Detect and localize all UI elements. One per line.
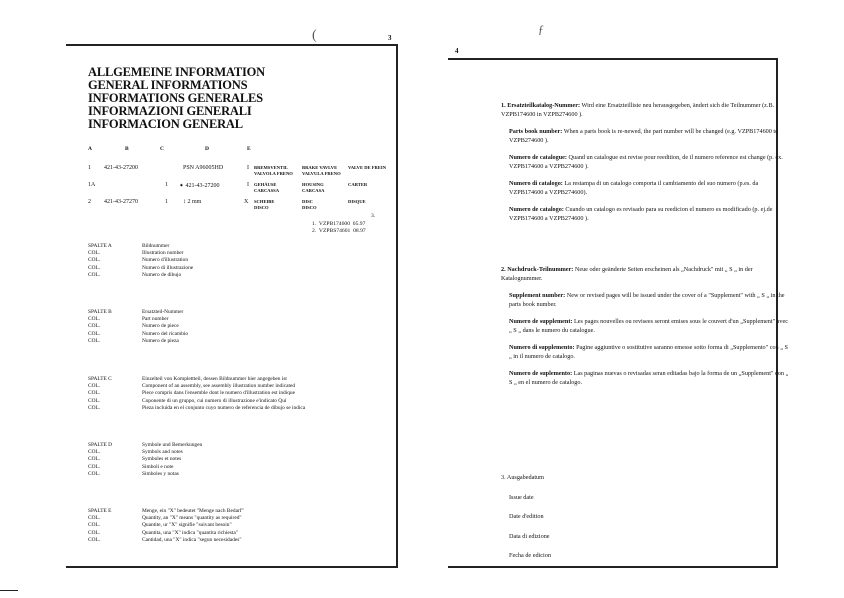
legend-row xyxy=(88,243,193,250)
cell: 1 xyxy=(88,165,91,171)
section-2 xyxy=(501,266,791,396)
legend-row xyxy=(88,405,305,412)
legend-row xyxy=(88,456,202,463)
paragraph xyxy=(509,154,791,171)
column-legend xyxy=(88,243,193,279)
legend-value: Symbole und Bemerkungen xyxy=(142,442,203,448)
legend-value: Cantidad, una "X" indica "segun necesidades" xyxy=(142,536,242,543)
legend-value: Numero de dibujo xyxy=(142,271,182,278)
legend-value: Quantity, an "X" means "quantity as required" xyxy=(142,515,242,522)
left-page-top-border xyxy=(66,44,398,46)
paragraph-heading: Numero de supplement: xyxy=(509,318,573,325)
left-page-bottom-border xyxy=(66,566,398,568)
paragraph-text: New or revised pages will be issued under the cover of a "Supplement" with „ S „ in the parts book number. xyxy=(509,292,785,308)
legend-row xyxy=(88,390,305,397)
paragraph xyxy=(509,206,791,223)
header-c: C xyxy=(160,146,164,152)
legend-value: Simboles y notas xyxy=(142,470,179,477)
legend-value: Component of an assembly, see assembly illustration number indicated xyxy=(142,383,296,390)
rev-date: 08.97 xyxy=(353,228,366,234)
legend-key: COL. xyxy=(88,383,101,390)
cell: 2 xyxy=(88,199,91,205)
paragraph-text: When a parts book is re-newed, the part number will be changed (e.g. VZPB174600 to VZPB274600 ). xyxy=(509,128,779,144)
cell: DISC DISCO xyxy=(302,199,317,210)
legend-row xyxy=(88,323,188,330)
cell: HOUSING CARCASA xyxy=(302,182,325,193)
legend-value: Coponente di un gruppo, cui numero di illustrazione e'indicato Qui xyxy=(142,397,287,404)
paragraph-heading: Numero de catalogo: xyxy=(509,206,564,213)
paragraph-text: Date d'edition xyxy=(509,513,544,520)
legend-row xyxy=(88,522,244,529)
cell: SCHEIBE DISCO xyxy=(254,199,275,210)
paragraph-text: 3. Ausgabedatum xyxy=(501,474,544,481)
left-page-titles xyxy=(88,66,265,131)
paragraph xyxy=(509,494,791,503)
column-legend xyxy=(88,376,305,412)
legend-row xyxy=(88,398,305,405)
cell: 1A xyxy=(88,182,96,188)
column-legend xyxy=(88,442,202,478)
rev-date: 05.97 xyxy=(352,220,366,227)
paragraph xyxy=(509,533,791,542)
cell: I xyxy=(247,182,249,188)
paragraph xyxy=(509,370,791,387)
legend-row xyxy=(88,309,188,316)
paragraph-text: Neue oder geänderte Seiten erscheinen als „Nachdruck" mit „ S „ in der Katalognummer. xyxy=(501,266,753,282)
legend-row xyxy=(88,471,202,478)
paragraph xyxy=(501,266,791,283)
legend-key: COL. xyxy=(88,470,101,477)
legend-row xyxy=(88,331,188,338)
legend-row xyxy=(88,530,244,537)
cell: 421-43-27200 xyxy=(104,165,138,171)
table-row xyxy=(88,165,398,182)
legend-value: Symbols and notes xyxy=(142,449,183,456)
paragraph-heading: Supplement number: xyxy=(509,292,566,299)
rev-n: 2. xyxy=(312,228,317,234)
scan-mark: ƒ xyxy=(538,22,544,36)
legend-key: SPALTE E xyxy=(88,508,112,514)
legend-value: Simboli e note xyxy=(142,463,174,470)
revision-list xyxy=(312,213,375,236)
legend-value: Numero d'illustration xyxy=(142,257,189,264)
legend-row xyxy=(88,383,305,390)
paragraph xyxy=(501,474,791,483)
legend-value: Einzelteil von Komplettteil, dessen Bildnummer hier angegeben ist xyxy=(142,376,287,382)
legend-key: SPALTE B xyxy=(88,309,112,315)
cell: X xyxy=(244,199,249,205)
legend-row xyxy=(88,272,193,279)
cell: PSN A96005HD xyxy=(183,165,224,171)
right-page-top-border xyxy=(448,58,778,60)
paragraph-text: La restampa di un catalogo comporta il cambiamento del suo numero (p.es. da VZPB174600 a VZPB274600). xyxy=(509,180,759,196)
column-legend xyxy=(88,508,244,544)
paragraph-heading: Numero di supplemento: xyxy=(509,344,575,351)
cell: BRAKE VAVLVE VALVULA FRENO xyxy=(302,165,341,176)
title: GENERAL INFORMATIONS xyxy=(88,78,248,92)
cell: GEHÄUSE CARCASSA xyxy=(254,182,280,193)
legend-value: Numero di illustrazione xyxy=(142,264,194,271)
legend-value: Numero de piece xyxy=(142,323,179,330)
cell: BREMSVENTIL VALVOLA FRENO xyxy=(254,165,293,176)
legend-key: COL. xyxy=(88,390,101,397)
title: ALLGEMEINE INFORMATION xyxy=(88,65,265,79)
scan-mark: ( xyxy=(312,28,317,43)
paragraph-heading: 2. Nachdruck-Teilnummer: xyxy=(501,266,574,273)
margin-mark xyxy=(0,590,18,591)
legend-value: Numero del ricambio xyxy=(142,330,189,337)
legend-key: COL. xyxy=(88,250,101,257)
legend-row xyxy=(88,338,188,345)
title: INFORMAZIONI GENERALI xyxy=(88,104,252,118)
paragraph xyxy=(509,180,791,197)
legend-row xyxy=(88,537,244,544)
legend-key: COL. xyxy=(88,404,101,411)
table-header xyxy=(88,146,398,163)
cell: VALVE DE FREIN xyxy=(348,165,387,170)
legend-row xyxy=(88,449,202,456)
legend-key: SPALTE D xyxy=(88,442,113,448)
cell: DISQUE xyxy=(348,199,366,204)
legend-key: COL. xyxy=(88,316,101,323)
legend-key: COL. xyxy=(88,271,101,278)
rev-n: 1. xyxy=(312,220,317,227)
legend-key: COL. xyxy=(88,323,101,330)
cell: 1 xyxy=(165,182,168,188)
legend-row xyxy=(88,316,188,323)
paragraph-text: Wird eine Ersatzteilliste neu herausgegeben, ändert sich die Teilnummer (z.B. VZPB174600 in VZPB274600 ). xyxy=(501,102,775,118)
cell: CARTER xyxy=(348,182,368,187)
revision-item xyxy=(312,228,375,236)
paragraph xyxy=(509,318,791,335)
header-a: A xyxy=(88,146,92,152)
legend-key: COL. xyxy=(88,330,101,337)
example-table xyxy=(88,146,398,163)
paragraph-heading: Numero de catalogue: xyxy=(509,154,567,161)
paragraph xyxy=(509,513,791,522)
legend-value: Piece compris dans l'ensemble dont le numero d'illustration est indique xyxy=(142,390,295,397)
rev-code: VZPBS74601 xyxy=(318,228,351,234)
paragraph-text: Les pages nouvelles ou revisees seront emises sous le couvert d'un „Supplement" avec „ S „ dans le numero du catalogue. xyxy=(509,318,788,334)
paragraph-text: Quand un catalogue est revise pour reedition, de il numero reference est change (p. ex. VZPB174600 a VZPB274600 ). xyxy=(509,154,783,170)
legend-value: Pieza incluida en el conjunto cuyo numero de referencia de dibujo se indica xyxy=(142,404,306,411)
cell: 421-43-27270 xyxy=(104,199,138,205)
paragraph xyxy=(501,102,791,119)
legend-key: COL. xyxy=(88,463,101,470)
cell: ➧ 421-43-27200 xyxy=(179,183,220,189)
legend-key: COL. xyxy=(88,536,101,543)
paragraph-heading: Parts book number: xyxy=(509,128,563,135)
header-b: B xyxy=(125,146,129,152)
legend-key: SPALTE A xyxy=(88,243,112,249)
revision-label: 3. xyxy=(371,213,376,219)
legend-key: SPALTE C xyxy=(88,376,112,382)
legend-key: COL. xyxy=(88,257,101,264)
legend-value: Ersatzteil-Nummer xyxy=(142,309,184,315)
legend-row xyxy=(88,442,202,449)
legend-value: Quantita, una "X" indica "quantita richiesta" xyxy=(142,529,238,536)
legend-value: Numero de pieza xyxy=(142,337,179,344)
legend-key: COL. xyxy=(88,522,101,529)
paragraph-text: Data di edizione xyxy=(509,532,550,540)
legend-row xyxy=(88,464,202,471)
legend-key: COL. xyxy=(88,529,101,536)
section-1 xyxy=(501,102,791,232)
paragraph-text: Cuando un catalogo es revisado para su reedicion el numero es modificado (p. ej.de VZPB174600 a VZPB274600 ). xyxy=(509,206,773,222)
revision-item xyxy=(312,221,375,229)
cell: 1 xyxy=(165,199,168,205)
title: INFORMACION GENERAL xyxy=(88,117,243,131)
legend-value: Menge, ein "X" bedeutet "Menge nach Bedarf" xyxy=(142,508,244,514)
legend-key: COL. xyxy=(88,264,101,271)
cell: I xyxy=(247,165,249,171)
paragraph xyxy=(509,128,791,145)
paragraph-heading: 1. Ersatzteilkatalog-Nummer: xyxy=(501,102,581,109)
table-row xyxy=(88,182,398,199)
legend-value: Symboles et notes xyxy=(142,456,182,463)
paragraph-text: Pagine aggiuntive o sostitutive saranno emesse sotto forma di „Supplemento" con „ S „ in il numero de catalogo. xyxy=(509,344,788,360)
title: INFORMATIONS GENERALES xyxy=(88,91,263,105)
paragraph-text: Fecha de edicion xyxy=(509,552,551,559)
paragraph-text: Las paginas nuevas o revisadas seran editadas bajo la forma de un „Supplement" con „ S „ en el numero de catalogo. xyxy=(509,370,789,386)
legend-value: Part number xyxy=(142,316,169,323)
legend-row xyxy=(88,508,244,515)
paragraph-heading: Numero di catalogo: xyxy=(509,180,563,187)
paragraph xyxy=(509,552,791,561)
header-d: D xyxy=(205,146,209,152)
column-legend xyxy=(88,309,188,345)
legend-value: Quantite, ur "X" signifie "suivant besoin" xyxy=(142,522,232,529)
header-e: E xyxy=(247,146,251,152)
legend-row xyxy=(88,257,193,264)
example-rows xyxy=(88,165,398,216)
left-page-right-border xyxy=(396,44,398,568)
legend-key: COL. xyxy=(88,515,101,522)
cell: ↕ 2 mm xyxy=(183,199,202,205)
right-page-number: 4 xyxy=(455,47,459,55)
legend-row xyxy=(88,265,193,272)
legend-value: Illustration number xyxy=(142,250,184,257)
paragraph-text: Issue date xyxy=(509,493,534,501)
paragraph xyxy=(509,292,791,309)
paragraph xyxy=(509,344,791,361)
left-page-number: 3 xyxy=(388,34,392,42)
legend-key: COL. xyxy=(88,449,101,456)
legend-value: Bildnummer xyxy=(142,243,170,249)
legend-key: COL. xyxy=(88,397,101,404)
rev-code: VZPB174600 xyxy=(318,220,350,227)
paragraph-heading: Numero de suplemento: xyxy=(509,370,573,377)
legend-key: COL. xyxy=(88,337,101,344)
legend-key: COL. xyxy=(88,456,101,463)
legend-row xyxy=(88,250,193,257)
section-3 xyxy=(501,474,791,572)
